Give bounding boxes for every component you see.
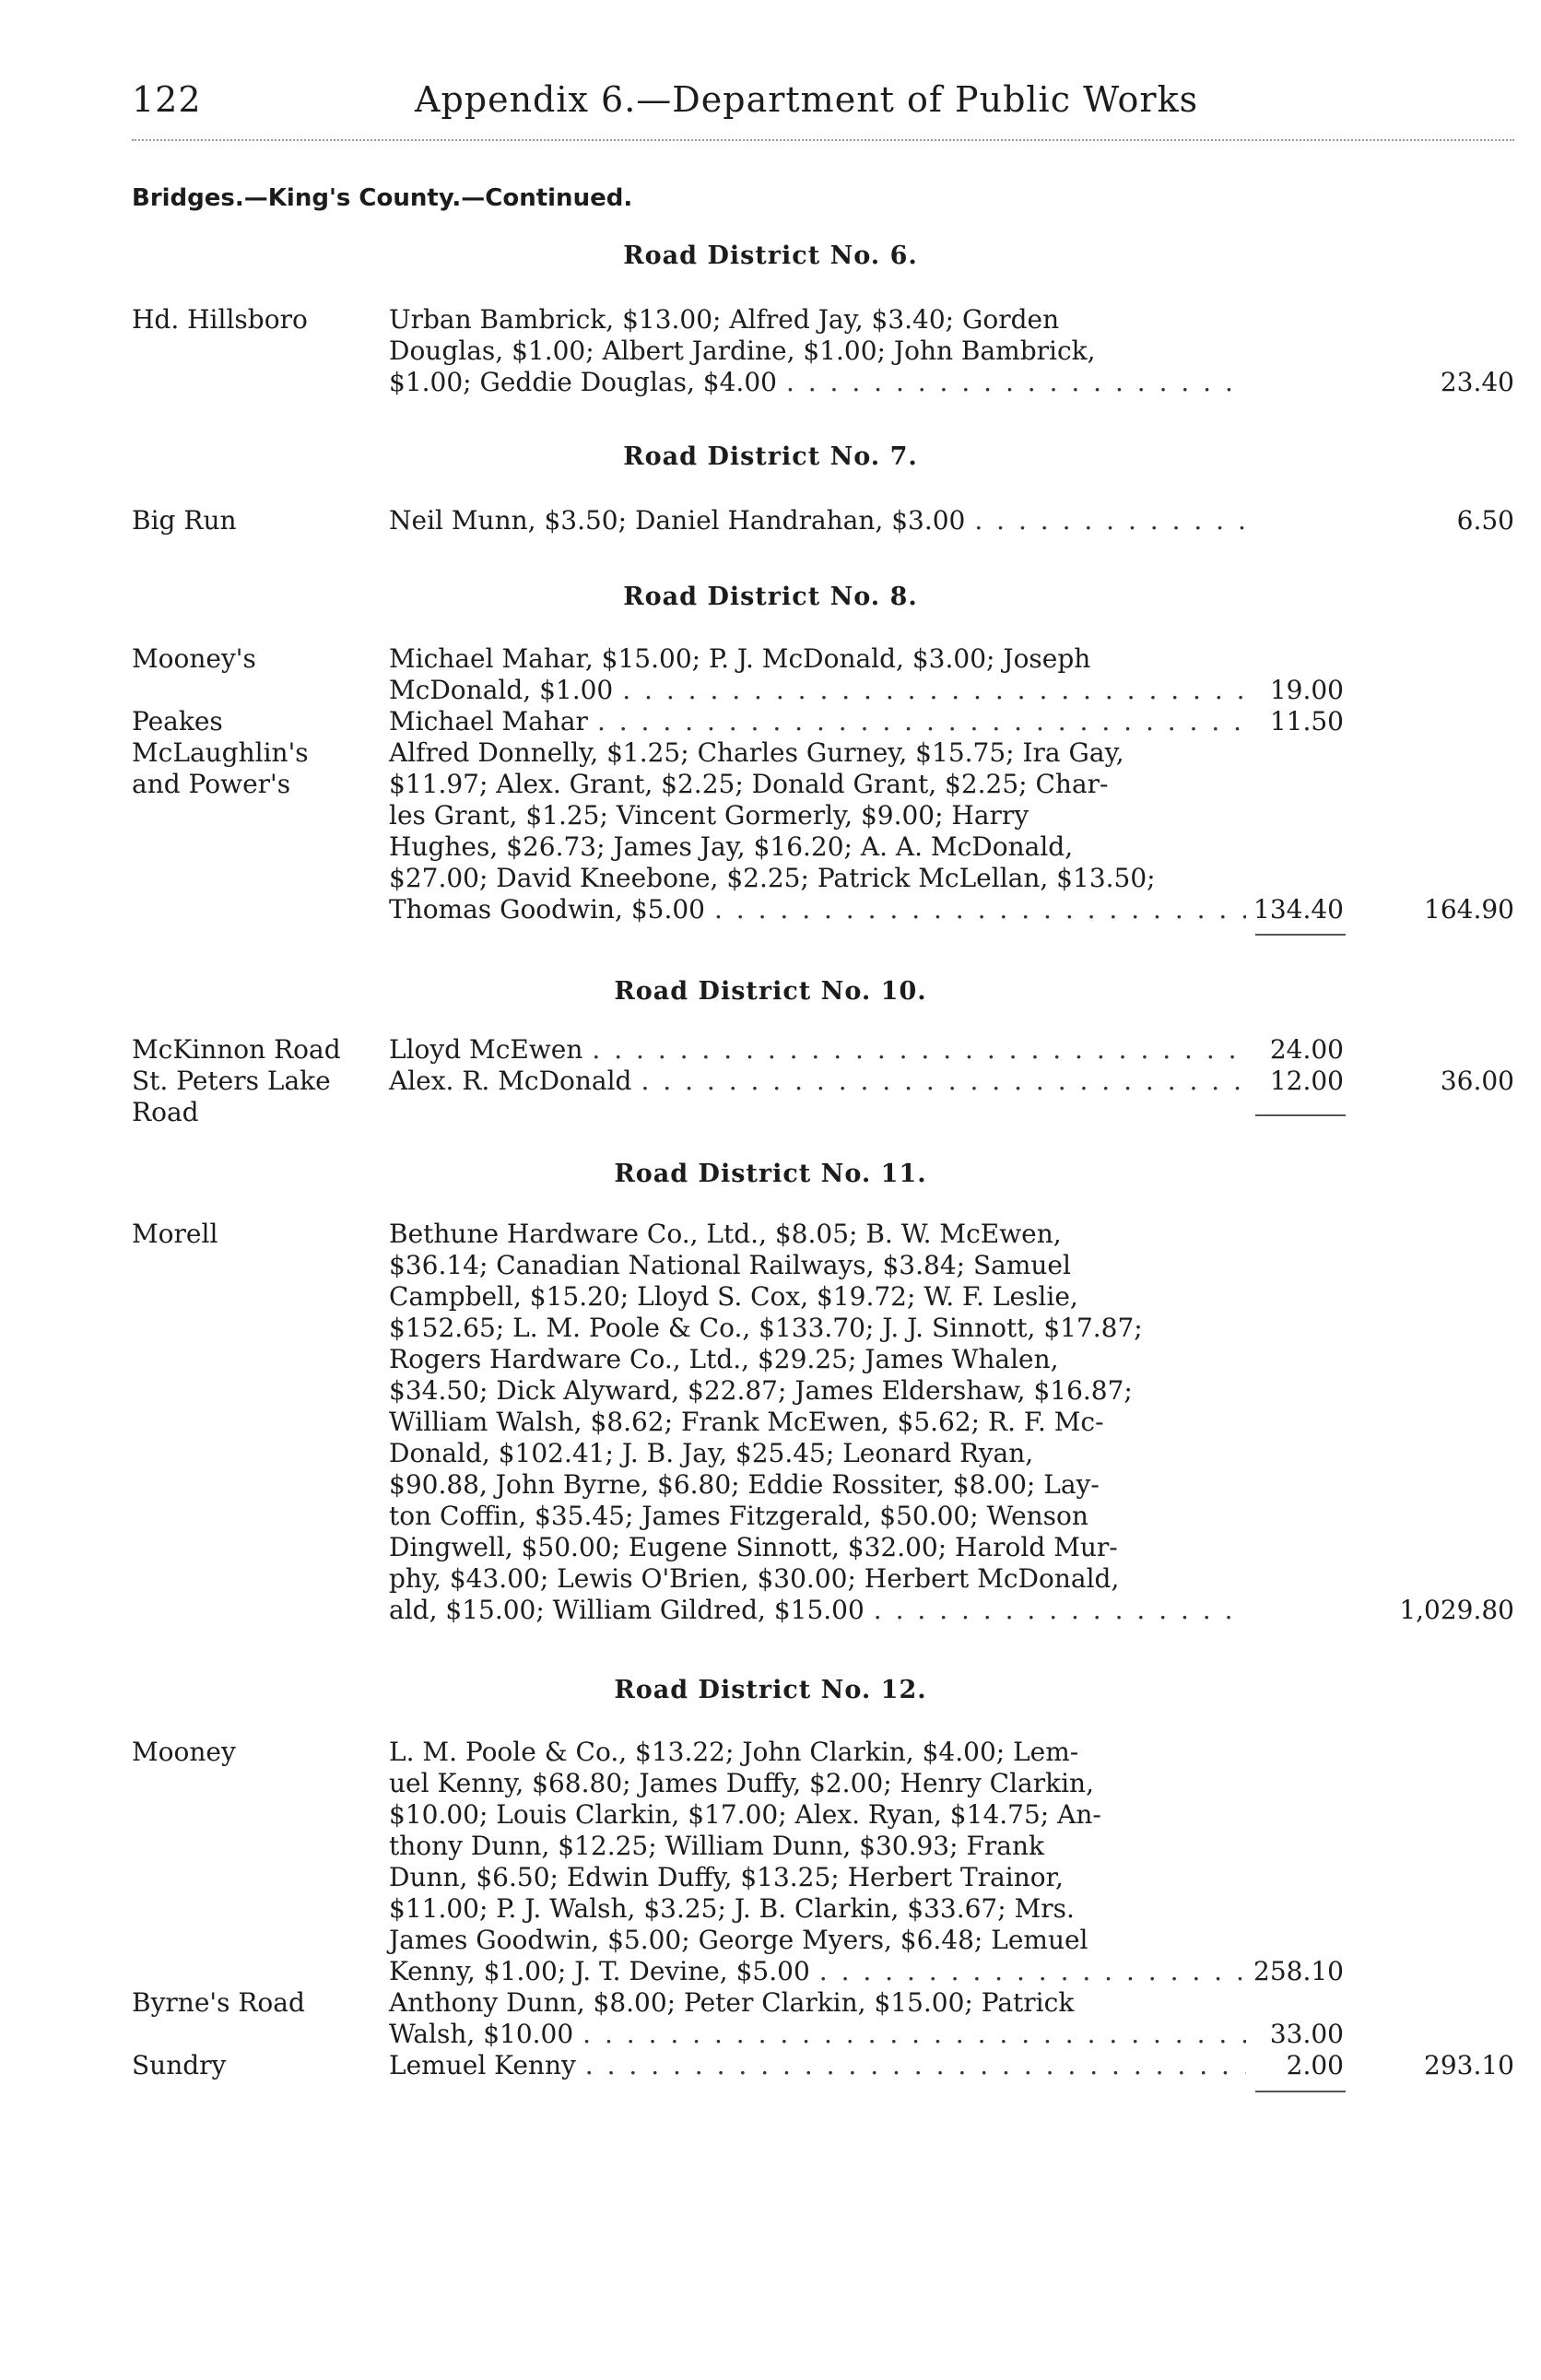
sum-rule xyxy=(1255,2091,1346,2092)
entry-line: Urban Bambrick, $13.00; Alfred Jay, $3.40; Gorden xyxy=(389,304,1060,335)
entry-line: $36.14; Canadian National Railways, $3.84; Samuel xyxy=(389,1250,1071,1280)
leader-dots xyxy=(585,2050,1246,2081)
entry-last-line: Walsh, $10.00 . . . xyxy=(389,2019,1246,2050)
entry-text xyxy=(389,1737,1246,1987)
entry-amount: 258.10 xyxy=(1253,1956,1344,1986)
leader-dots xyxy=(874,1595,1246,1626)
entry-amount: 11.50 xyxy=(1269,706,1344,736)
entry-line: phy, $43.00; Lewis O'Brien, $30.00; Herbert McDonald, xyxy=(389,1563,1120,1594)
district-total: 23.40 xyxy=(1440,367,1514,397)
entry-text xyxy=(389,1066,1246,1097)
entry-location: Peakes xyxy=(132,706,223,736)
entry-text xyxy=(389,1034,1246,1066)
leader-dots xyxy=(597,706,1246,737)
entry-line: $11.97; Alex. Grant, $2.25; Donald Grant, $2.25; Char- xyxy=(389,769,1109,799)
entry-line: $152.65; L. M. Poole & Co., $133.70; J. J. Sinnott, $17.87; xyxy=(389,1313,1143,1343)
leader-dots xyxy=(819,1956,1246,1987)
entry-text xyxy=(389,643,1246,706)
district-heading: Road District No. 11. xyxy=(614,1160,927,1188)
district-heading: Road District No. 10. xyxy=(614,977,927,1006)
entry-location: Sundry xyxy=(132,2050,227,2080)
district-heading: Road District No. 7. xyxy=(623,442,918,471)
district-heading: Road District No. 6. xyxy=(623,242,918,270)
entry-location: Mooney's xyxy=(132,643,256,674)
entry-location: St. Peters Lake Road xyxy=(132,1066,331,1127)
entry-line: $11.00; P. J. Walsh, $3.25; J. B. Clarkin, $33.67; Mrs. xyxy=(389,1893,1075,1924)
leader-dots xyxy=(622,675,1246,706)
entry-location: McLaughlin's and Power's xyxy=(132,737,309,799)
district-total: 164.90 xyxy=(1424,894,1514,925)
entry-amount: 2.00 xyxy=(1286,2050,1344,2080)
district-total: 6.50 xyxy=(1456,505,1514,536)
entry-line: Alfred Donnelly, $1.25; Charles Gurney, $15.75; Ira Gay, xyxy=(389,737,1124,768)
entry-location: Big Run xyxy=(132,505,237,536)
entry-line: ton Coffin, $35.45; James Fitzgerald, $50.00; Wenson xyxy=(389,1501,1088,1531)
entry-line: uel Kenny, $68.80; James Duffy, $2.00; Henry Clarkin, xyxy=(389,1768,1094,1798)
entry-line: Douglas, $1.00; Albert Jardine, $1.00; John Bambrick, xyxy=(389,336,1096,366)
entry-text xyxy=(389,505,1246,536)
entry-amount: 12.00 xyxy=(1269,1066,1344,1096)
page-number: 122 xyxy=(132,79,202,120)
entry-line: Dingwell, $50.00; Eugene Sinnott, $32.00; Harold Mur- xyxy=(389,1532,1118,1562)
entry-text xyxy=(389,706,1246,737)
entry-line: thony Dunn, $12.25; William Dunn, $30.93; Frank xyxy=(389,1831,1044,1861)
entry-location: Morell xyxy=(132,1219,218,1249)
entry-line: Donald, $102.41; J. B. Jay, $25.45; Leonard Ryan, xyxy=(389,1438,1034,1468)
entry-text xyxy=(389,304,1246,398)
entry-last-line: Neil Munn, $3.50; Daniel Handrahan, $3.00 . . . xyxy=(389,505,1246,536)
entry-line: $90.88, John Byrne, $6.80; Eddie Rossiter, $8.00; Lay- xyxy=(389,1469,1100,1500)
entry-amount: 134.40 xyxy=(1253,894,1344,925)
leader-dots xyxy=(714,894,1246,925)
district-total: 1,029.80 xyxy=(1399,1595,1514,1625)
entry-amount: 24.00 xyxy=(1269,1034,1344,1065)
leader-dots xyxy=(582,2019,1246,2050)
leader-dots xyxy=(786,367,1246,398)
entry-location: McKinnon Road xyxy=(132,1034,341,1065)
entry-last-line: Thomas Goodwin, $5.00 . . . xyxy=(389,894,1246,925)
entry-amount: 33.00 xyxy=(1269,2019,1344,2049)
sum-rule xyxy=(1255,934,1346,936)
leader-dots xyxy=(641,1066,1246,1097)
entry-last-line: Kenny, $1.00; J. T. Devine, $5.00 . . . xyxy=(389,1956,1246,1987)
district-heading: Road District No. 12. xyxy=(614,1676,927,1704)
entry-line: $27.00; David Kneebone, $2.25; Patrick McLellan, $13.50; xyxy=(389,863,1156,893)
entry-line: L. M. Poole & Co., $13.22; John Clarkin, $4.00; Lem- xyxy=(389,1737,1079,1767)
entry-text xyxy=(389,1219,1246,1626)
entry-amount: 19.00 xyxy=(1269,675,1344,705)
entry-last-line: McDonald, $1.00 . . . xyxy=(389,675,1246,706)
leader-dots xyxy=(592,1034,1246,1066)
entry-line: James Goodwin, $5.00; George Myers, $6.48; Lemuel xyxy=(389,1925,1088,1955)
entry-last-line: Michael Mahar . . . xyxy=(389,706,1246,737)
leader-dots xyxy=(974,505,1246,536)
entry-text xyxy=(389,2050,1246,2081)
entry-last-line: ald, $15.00; William Gildred, $15.00 . . . xyxy=(389,1595,1246,1626)
entry-text xyxy=(389,1987,1246,2050)
entry-last-line: Alex. R. McDonald . . . xyxy=(389,1066,1246,1097)
entry-last-line: Lloyd McEwen . . . xyxy=(389,1034,1246,1066)
district-total: 293.10 xyxy=(1424,2050,1514,2080)
entry-line: $34.50; Dick Alyward, $22.87; James Eldershaw, $16.87; xyxy=(389,1375,1133,1406)
sum-rule xyxy=(1255,1114,1346,1116)
district-total: 36.00 xyxy=(1440,1066,1514,1096)
entry-line: Rogers Hardware Co., Ltd., $29.25; James Whalen, xyxy=(389,1344,1059,1374)
entry-line: William Walsh, $8.62; Frank McEwen, $5.62; R. F. Mc- xyxy=(389,1407,1104,1437)
entry-line: Anthony Dunn, $8.00; Peter Clarkin, $15.00; Patrick xyxy=(389,1987,1075,2018)
entry-last-line: $1.00; Geddie Douglas, $4.00 . . . xyxy=(389,367,1246,398)
entry-line: Michael Mahar, $15.00; P. J. McDonald, $3.00; Joseph xyxy=(389,643,1091,674)
entry-text xyxy=(389,737,1246,925)
entry-last-line: Lemuel Kenny . . . xyxy=(389,2050,1246,2081)
entry-line: Campbell, $15.20; Lloyd S. Cox, $19.72; W. F. Leslie, xyxy=(389,1281,1078,1312)
entry-location: Hd. Hillsboro xyxy=(132,304,308,335)
page-title: Appendix 6.—Department of Public Works xyxy=(415,79,1199,120)
entry-line: Bethune Hardware Co., Ltd., $8.05; B. W. McEwen, xyxy=(389,1219,1062,1249)
section-title: Bridges.—King's County.—Continued. xyxy=(132,184,633,212)
header-rule xyxy=(132,139,1514,141)
entry-line: Dunn, $6.50; Edwin Duffy, $13.25; Herbert Trainor, xyxy=(389,1862,1064,1892)
entry-line: les Grant, $1.25; Vincent Gormerly, $9.00; Harry xyxy=(389,800,1029,831)
entry-line: Hughes, $26.73; James Jay, $16.20; A. A. McDonald, xyxy=(389,831,1074,862)
entry-location: Mooney xyxy=(132,1737,236,1767)
entry-line: $10.00; Louis Clarkin, $17.00; Alex. Ryan, $14.75; An- xyxy=(389,1799,1101,1830)
district-heading: Road District No. 8. xyxy=(623,583,918,611)
entry-location: Byrne's Road xyxy=(132,1987,305,2018)
